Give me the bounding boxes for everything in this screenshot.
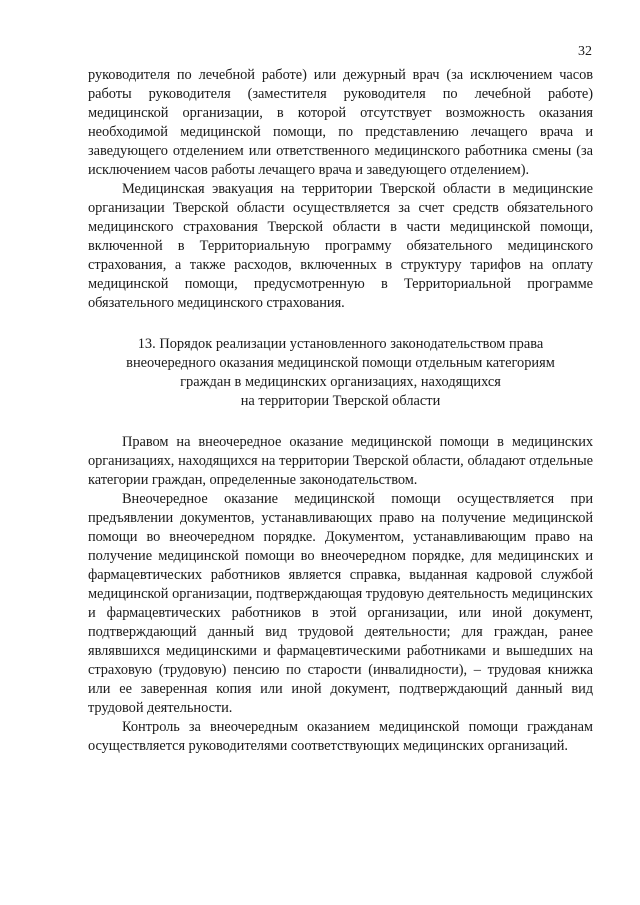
paragraph-control: Контроль за внеочередным оказанием медицинской помощи гражданам осуществляется руководителями соответствующих медицинских организаций. [88,719,593,754]
paragraph-right-to-priority-care: Правом на внеочередное оказание медицинской помощи в медицинских организациях, находящихся на территории Тверской области, обладают отдельные категории граждан, определенные законодательством. [88,434,593,488]
section-heading-line: 13. Порядок реализации установленного законодательством права [137,336,544,352]
section-heading-line: внеочередного оказания медицинской помощи отдельным категориям [126,355,555,371]
paragraph-medical-evacuation: Медицинская эвакуация на территории Тверской области в медицинские организации Тверской области осуществляется за счет средств обязательного медицинского страхования Тверской области в части медицинской помощи, включенной в Территориальную программу обязательного медицинского страхования, а также расходов, включенных в структуру тарифов на оплату медицинской помощи, предусмотренную в Территориальной программе обязательного медицинского страхования. [88,181,593,311]
section-heading-line: граждан в медицинских организациях, находящихся [180,374,501,390]
section-heading-line: на территории Тверской области [240,393,441,409]
section-13-heading [88,335,593,411]
paragraph-continuation: руководителя по лечебной работе) или дежурный врач (за исключением часов работы руководителя (заместителя руководителя по лечебной работе) медицинской организации, в которой отсутствует возможность оказания необходимой медицинской помощи, по представлению лечащего врача и заведующего отделением или ответственного медицинского работника смены (за исключением часов работы лечащего врача и заведующего отделением). [88,67,593,178]
document-body [88,66,593,756]
paragraph-documents: Внеочередное оказание медицинской помощи осуществляется при предъявлении документов, устанавливающих право на получение медицинской помощи во внеочередном порядке. Документом, устанавливающим право на получение медицинской помощи во внеочередном порядке, для медицинских и фармацевтических работников является справка, выданная кадровой службой медицинской организации, подтверждающая трудовую деятельность медицинских и фармацевтических работников в этой организации, или иной документ, подтверждающий данный вид трудовой деятельности; для граждан, ранее являвшихся медицинскими и фармацевтическими работниками и вышедших на страховую (трудовую) пенсию по старости (инвалидности), – трудовая книжка или ее заверенная копия или иной документ, подтверждающий данный вид трудовой деятельности. [88,491,593,716]
page-number: 32 [578,44,592,59]
